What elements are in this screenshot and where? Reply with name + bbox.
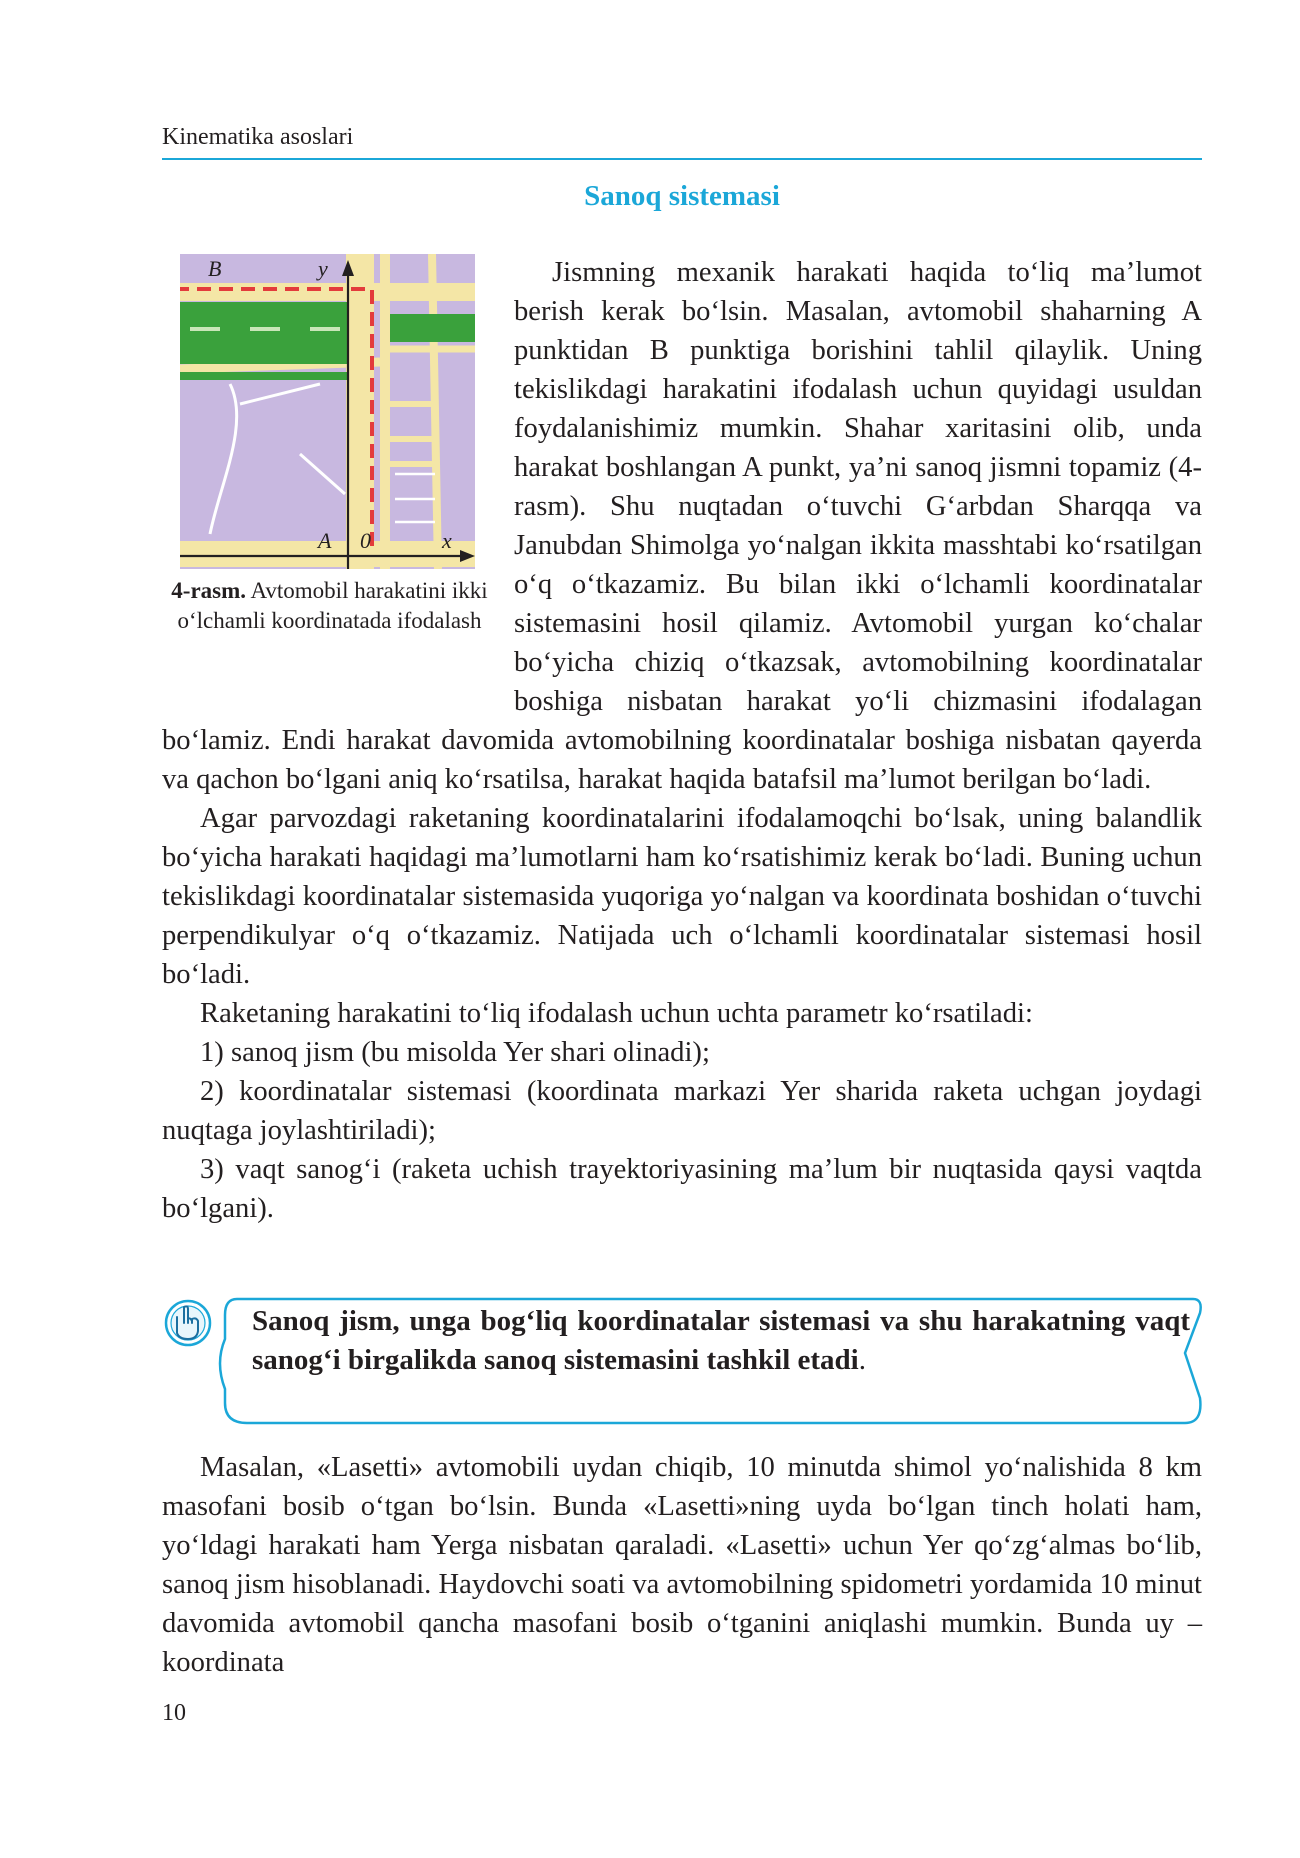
main-text-continued	[162, 1448, 1202, 1682]
main-text	[162, 253, 1202, 1228]
page-number: 10	[162, 1700, 186, 1726]
paragraph-3: Raketaning harakatini to‘liq ifodalash uchun uchta parametr ko‘rsatiladi:	[200, 998, 1033, 1029]
label-a: A	[318, 528, 332, 553]
definition-end: .	[858, 1344, 866, 1376]
label-b: B	[208, 256, 222, 281]
label-x: x	[442, 528, 452, 553]
paragraph-2: Agar parvozdagi raketaning koordinatalarini ifodalamoqchi bo‘lsak, uning balandlik bo‘yicha harakati haqidagi ma’lumotlarni ham ko‘rsatishimiz kerak bo‘ladi. Buning uchun tekislikdagi koordinatalar sistemasida yuqoriga yo‘nalgan va koordinata boshidan o‘tuvchi perpendikulyar o‘q o‘tkazamiz. Natijada uch o‘lchamli koordinatalar sistemasi hosil bo‘ladi.	[162, 803, 1202, 990]
label-origin: 0	[360, 528, 371, 553]
list-item-2: 2) koordinatalar sistemasi (koordinata markazi Yer sharida raketa uchgan joydagi nuqtaga joylashtiriladi);	[162, 1076, 1202, 1146]
header-title: Kinematika asoslari	[162, 124, 354, 150]
figure-space	[162, 253, 514, 683]
caption-number: 4-rasm.	[171, 578, 247, 603]
definition-text: Sanoq jism, unga bog‘liq koordinatalar sistemasi va shu harakatning vaqt sanog‘i birgalikda sanoq sistemasini tashkil etadi	[252, 1305, 1190, 1376]
callout-text	[252, 1302, 1190, 1380]
paragraph-lasetti: Masalan, «Lasetti» avtomobili uydan chiqib, 10 minutda shimol yo‘nalishida 8 km masofani bosib o‘tgan bo‘lsin. Bunda «Lasetti»ning uyda bo‘lgan tinch holati ham, yo‘ldagi harakati ham Yerga nisbatan qaraladi. «Lasetti» uchun Yer qo‘zg‘almas bo‘lib, sanoq jism hisoblanadi. Haydovchi soati va avtomobilning spidometri yordamida 10 minut davomida avtomobil qancha masofani bosib o‘tganini aniqlashi mumkin. Bunda uy – koordinata	[162, 1452, 1202, 1678]
paragraph-1: Jismning mexanik harakati haqida to‘liq ma’lumot berish kerak bo‘lsin. Masalan, avtomobil shaharning A punktidan B punktiga borishini tahlil qilaylik. Uning tekislikdagi harakatini ifodalash uchun quyidagi usuldan foydalanishimiz mumkin. Shahar xaritasini olib, unda harakat boshlangan A punkt, ya’ni sanoq jismni topamiz (4-rasm). Shu nuqtadan o‘tuvchi G‘arbdan Sharqqa va Janubdan Shimolga yo‘nalgan ikkita masshtabi ko‘rsatilgan o‘q o‘tkazamiz. Bu bilan ikki o‘lchamli koordinatalar sistemasini hosil qilamiz. Avtomobil yurgan ko‘chalar bo‘yicha chiziq o‘tkazsak, avtomobilning koordinatalar boshiga nisbatan harakat yo‘li chizmasini ifodalagan bo‘lamiz. Endi harakat davomida avtomobilning koordinatalar boshiga nisbatan qayerda va qachon bo‘lgani aniq ko‘rsatilsa, harakat haqida batafsil ma’lumot berilgan bo‘ladi.	[162, 257, 1202, 795]
section-title: Sanoq sistemasi	[584, 180, 780, 212]
pointing-hand-icon	[166, 1301, 210, 1345]
running-header	[162, 120, 1202, 160]
list-item-1: 1) sanoq jism (bu misolda Yer shari olinadi);	[200, 1037, 710, 1068]
list-item-3: 3) vaqt sanog‘i (raketa uchish trayektoriyasining ma’lum bir nuqtasida qaysi vaqtda bo‘lgani).	[162, 1154, 1202, 1224]
header-rule	[162, 158, 1202, 160]
caption-text: Avtomobil harakatini ikki o‘lchamli koordinatada ifodalash	[177, 578, 488, 633]
label-y: y	[318, 256, 328, 281]
